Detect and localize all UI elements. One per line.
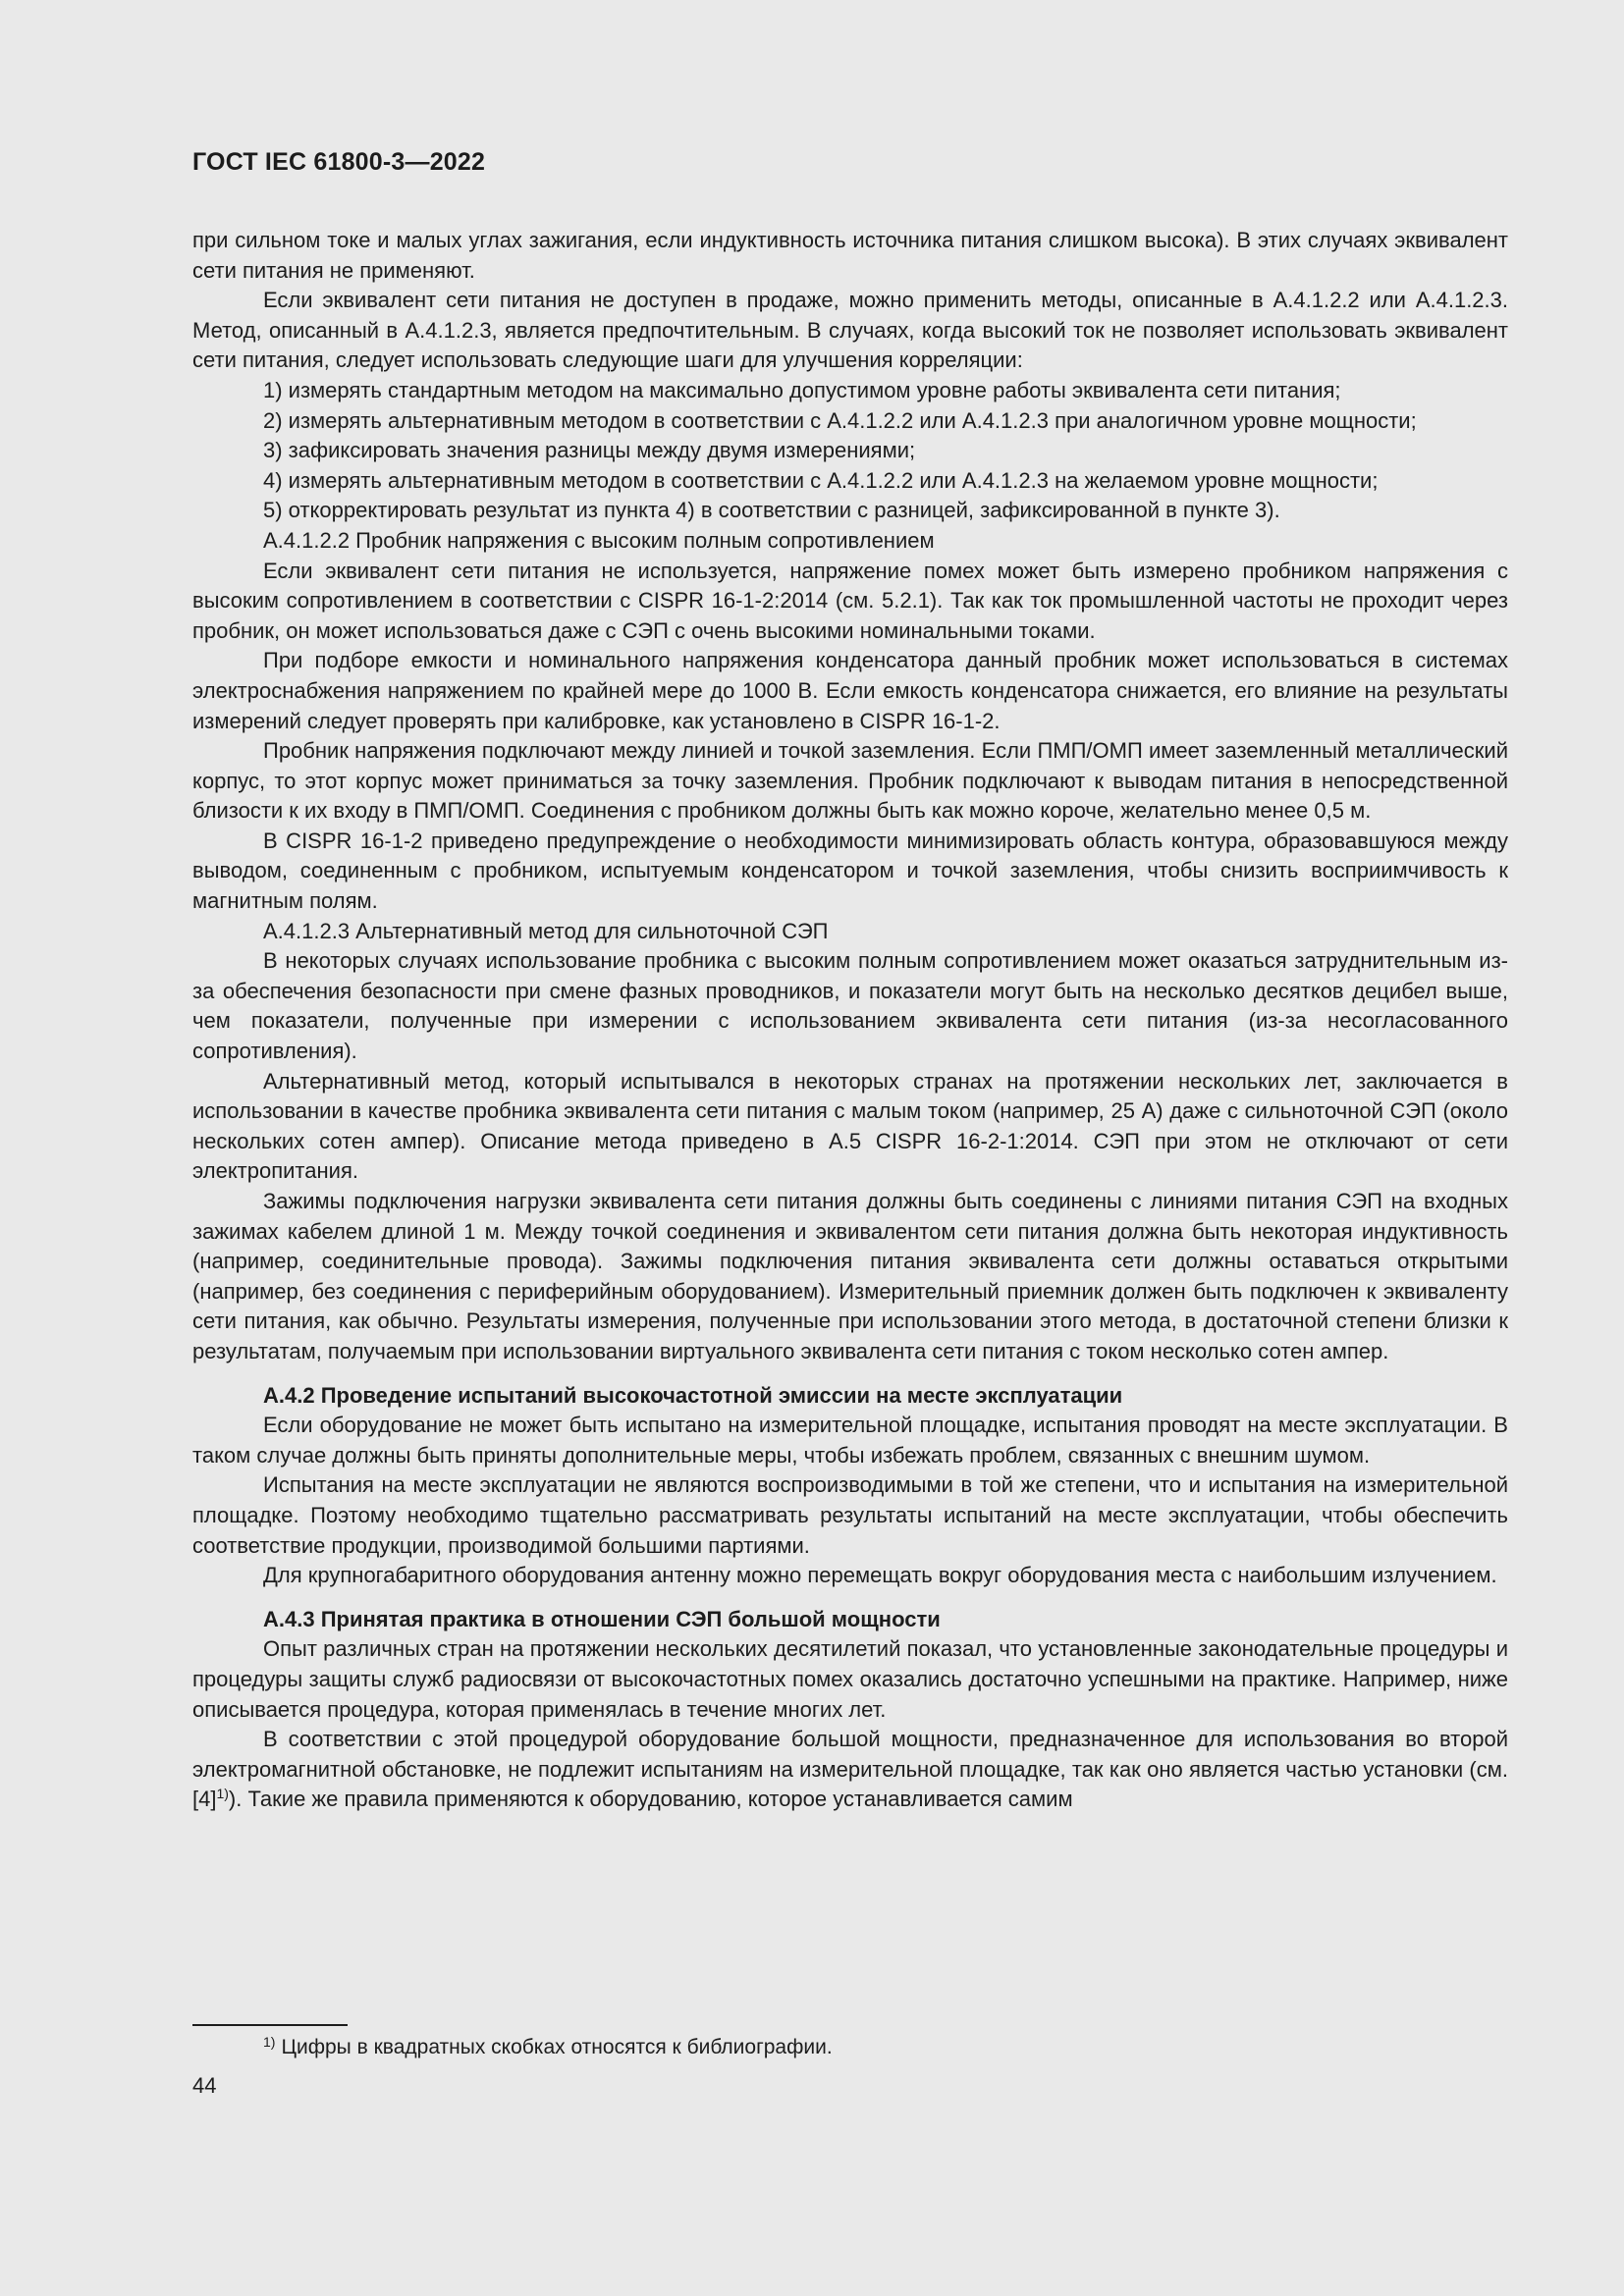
paragraph: Если эквивалент сети питания не используется, напряжение помех может быть измерено пробником напряжения с высоким сопротивлением в соответствии с CISPR 16-1-2:2014 (см. 5.2.1). Так как ток промышленной частоты не проходит через пробник, он может использоваться даже с СЭП с очень высокими номинальными токами. [192, 558, 1508, 643]
subsection-title: А.4.1.2.2 Пробник напряжения с высоким полным сопротивлением [263, 527, 935, 553]
section-heading: А.4.3 Принятая практика в отношении СЭП большой мощности [263, 1606, 941, 1631]
section-heading: А.4.2 Проведение испытаний высокочастотной эмиссии на месте эксплуатации [263, 1382, 1123, 1408]
page-body [192, 226, 1508, 1815]
footnote-text: Цифры в квадратных скобках относятся к библиографии. [281, 2036, 833, 2058]
list-item: 3) зафиксировать значения разницы между двумя измерениями; [263, 438, 916, 463]
paragraph-text: ). Такие же правила применяются к оборудованию, которое устанавливается самим [228, 1787, 1073, 1812]
list-item: 4) измерять альтернативным методом в соответствии с А.4.1.2.2 или А.4.1.2.3 на желаемом уровне мощности; [263, 467, 1379, 493]
subsection-title: А.4.1.2.3 Альтернативный метод для сильноточной СЭП [263, 918, 829, 943]
footnote-marker: 1) [263, 2034, 276, 2050]
footnote [263, 2034, 833, 2061]
paragraph: Опыт различных стран на протяжении нескольких десятилетий показал, что установленные законодательные процедуры и процедуры защиты служб радиосвязи от высокочастотных помех оказались достаточно успешными на практике. Например, ниже описывается процедура, которая применялась в течение многих лет. [192, 1636, 1508, 1722]
paragraph: Пробник напряжения подключают между линией и точкой заземления. Если ПМП/ОМП имеет заземленный металлический корпус, то этот корпус может приниматься за точку заземления. Пробник подключают к выводам питания в непосредственной близости к их входу в ПМП/ОМП. Соединения с пробником должны быть как можно короче, желательно менее 0,5 м. [192, 738, 1508, 824]
paragraph: Если оборудование не может быть испытано на измерительной площадке, испытания проводят на месте эксплуатации. В таком случае должны быть приняты дополнительные меры, чтобы избежать проблем, связанных с внешним шумом. [192, 1413, 1508, 1468]
paragraph: Испытания на месте эксплуатации не являются воспроизводимыми в той же степени, что и испытания на измерительной площадке. Поэтому необходимо тщательно рассматривать результаты испытаний на месте эксплуатации, чтобы обеспечить соответствие продукции, производимой большими партиями. [192, 1472, 1508, 1558]
paragraph: Зажимы подключения нагрузки эквивалента сети питания должны быть соединены с линиями питания СЭП на входных зажимах кабелем длиной 1 м. Между точкой соединения и эквивалентом сети питания должна быть некоторая индуктивность (например, соединительные провода). Зажимы подключения питания эквивалента сети должны оставаться открытыми (например, без соединения с периферийным оборудованием). Измерительный приемник должен быть подключен к эквиваленту сети питания, как обычно. Результаты измерения, полученные при использовании этого метода, в достаточной степени близки к результатам, получаемым при использовании виртуального эквивалента сети питания с током несколько сотен ампер. [192, 1189, 1508, 1363]
paragraph: Для крупногабаритного оборудования антенну можно перемещать вокруг оборудования места с наибольшим излучением. [263, 1563, 1497, 1588]
list-item: 1) измерять стандартным методом на максимально допустимом уровне работы эквивалента сети питания; [263, 377, 1341, 402]
list-item: 2) измерять альтернативным методом в соответствии с А.4.1.2.2 или А.4.1.2.3 при аналогичном уровне мощности; [263, 407, 1417, 433]
document-header: ГОСТ IEC 61800-3—2022 [192, 148, 486, 176]
footnote-reference[interactable]: 1) [216, 1786, 229, 1802]
paragraph: Если эквивалент сети питания не доступен в продаже, можно применить методы, описанные в А.4.1.2.2 или А.4.1.2.3. Метод, описанный в А.4.1.2.3, является предпочтительным. В случаях, когда высокий ток не позволяет использовать эквивалент сети питания, следует использовать следующие шаги для улучшения корреляции: [192, 288, 1508, 373]
list-item: 5) откорректировать результат из пункта 4) в соответствии с разницей, зафиксированной в пункте 3). [263, 498, 1280, 523]
paragraph: В некоторых случаях использование пробника с высоким полным сопротивлением может оказаться затруднительным из-за обеспечения безопасности при смене фазных проводников, и показатели могут быть на несколько десятков децибел выше, чем показатели, полученные при измерении с использованием эквивалента сети питания (из-за несогласованного сопротивления). [192, 948, 1508, 1064]
footnote-separator [192, 2024, 348, 2026]
paragraph: Альтернативный метод, который испытывался в некоторых странах на протяжении нескольких лет, заключается в использовании в качестве пробника эквивалента сети питания с малым током (например, 25 А) даже с сильноточной СЭП (около нескольких сотен ампер). Описание метода приведено в А.5 CISPR 16-2-1:2014. СЭП при этом не отключают от сети электропитания. [192, 1068, 1508, 1184]
page-number: 44 [192, 2073, 217, 2098]
paragraph: В CISPR 16-1-2 приведено предупреждение о необходимости минимизировать область контура, образовавшуюся между выводом, соединенным с пробником, испытуемым конденсатором и точкой заземления, чтобы снизить восприимчивость к магнитным полям. [192, 828, 1508, 914]
paragraph: При подборе емкости и номинального напряжения конденсатора данный пробник может использоваться в системах электроснабжения напряжением по крайней мере до 1000 В. Если емкость конденсатора снижается, его влияние на результаты измерений следует проверять при калибровке, как установлено в CISPR 16-1-2. [192, 648, 1508, 733]
paragraph-text: В соответствии с этой процедурой оборудование большой мощности, предназначенное для использования во второй электромагнитной обстановке, не подлежит испытаниям на измерительной площадке, так как оно является частью установки (см. [4] [192, 1727, 1508, 1812]
paragraph: при сильном токе и малых углах зажигания, если индуктивность источника питания слишком высока). В этих случаях эквивалент сети питания не применяют. [192, 228, 1508, 283]
paragraph [192, 1725, 1508, 1815]
